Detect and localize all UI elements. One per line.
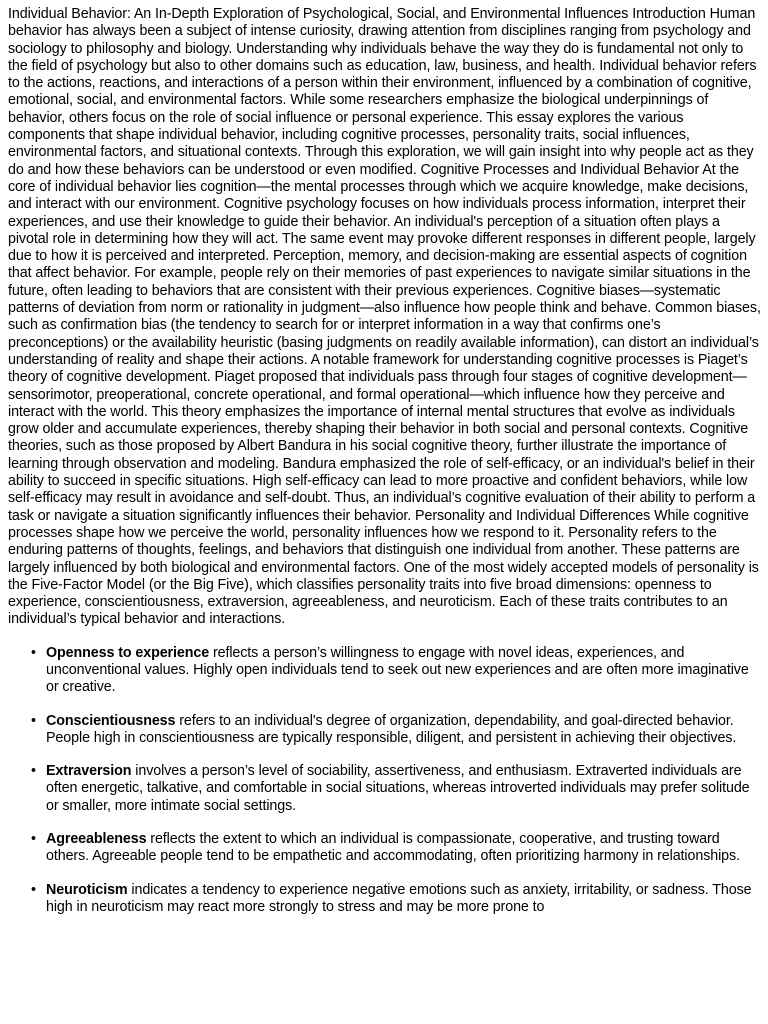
trait-name: Agreeableness (46, 831, 147, 848)
bullet-icon: • (31, 831, 36, 848)
bullet-icon: • (31, 644, 36, 661)
trait-name: Neuroticism (46, 881, 128, 898)
trait-description: indicates a tendency to experience negative emotions such as anxiety, irritability, or sadness. Those high in neuroticism may react more strongly to stress and may be more prone to (46, 881, 752, 915)
bullet-icon: • (31, 881, 36, 898)
list-item-conscientiousness (31, 712, 762, 748)
trait-name: Conscientiousness (46, 712, 176, 729)
trait-description: involves a person’s level of sociability, assertiveness, and enthusiasm. Extraverted individuals are often energetic, talkative, and comfortable in social situations, whereas introverted individuals may prefer solitude or smaller, more intimate social settings. (46, 763, 750, 814)
essay-paragraph: Individual Behavior: An In-Depth Exploration of Psychological, Social, and Environmental Influences Introduction Human behavior has always been a subject of intense curiosity, drawing attention from disciplines ranging from psychology and sociology to philosophy and biology. Understanding why individuals behave the way they do is fundamental not only to the field of psychology but also to other domains such as education, law, business, and health. Individual behavior refers to the actions, reactions, and interactions of a person within their environment, influenced by a combination of cognitive, emotional, social, and environmental factors. While some researchers emphasize the biological underpinnings of behavior, others focus on the role of social influence or personal experience. This essay explores the various components that shape individual behavior, including cognitive processes, personality traits, social influences, environmental factors, and situational contexts. Through this exploration, we will gain insight into why people act as they do and how these behaviors can be understood or even modified. Cognitive Processes and Individual Behavior At the core of individual behavior lies cognition—the mental processes through which we acquire knowledge, make decisions, and interact with our environment. Cognitive psychology focuses on how individuals process information, interpret their experiences, and use their knowledge to guide their behavior. An individual's perception of a situation often plays a pivotal role in determining how they will act. The same event may provoke different responses in different people, largely due to how it is perceived and interpreted. Perception, memory, and decision-making are essential aspects of cognition that affect behavior. For example, people rely on their memories of past experiences to navigate similar situations in the future, often leading to behaviors that are consistent with their previous experiences. Cognitive biases—systematic patterns of deviation from norm or rationality in judgment—also influence how people think and behave. Common biases, such as confirmation bias (the tendency to search for or interpret information in a way that confirms one’s preconceptions) or the availability heuristic (basing judgments on readily available information), can distort an individual’s understanding of reality and shape their actions. A notable framework for understanding cognitive processes is Piaget’s theory of cognitive development. Piaget proposed that individuals pass through four stages of cognitive development—sensorimotor, preoperational, concrete operational, and formal operational—which influence how they perceive and interact with the world. This theory emphasizes the importance of internal mental structures that evolve as individuals grow older and accumulate experiences, thereby shaping their behavior in both social and personal contexts. Cognitive theories, such as those proposed by Albert Bandura in his social cognitive theory, further illustrate the importance of learning through observation and modeling. Bandura emphasized the role of self-efficacy, or an individual's belief in their ability to succeed in specific situations. High self-efficacy can lead to more proactive and confident behaviors, while low self-efficacy may result in avoidance and self-doubt. Thus, an individual’s cognitive evaluation of their ability to perform a task or navigate a situation significantly influences their behavior. Personality and Individual Differences While cognitive processes shape how we perceive the world, personality influences how we respond to it. Personality refers to the enduring patterns of thoughts, feelings, and behaviors that distinguish one individual from another. These patterns are largely influenced by both biological and environmental factors. One of the most widely accepted models of personality is the Five-Factor Model (or the Big Five), which classifies personality traits into five broad dimensions: openness to experience, conscientiousness, extraversion, agreeableness, and neuroticism. Each of these traits contributes to an individual’s typical behavior and interactions. (8, 6, 761, 628)
bullet-icon: • (31, 712, 36, 729)
list-item-extraversion (31, 763, 762, 815)
trait-description: reflects the extent to which an individual is compassionate, cooperative, and trusting toward others. Agreeable people tend to be empathetic and accommodating, often prioritizing harmony in relationships. (46, 831, 740, 865)
trait-description: refers to an individual's degree of organization, dependability, and goal-directed behavior. People high in conscientiousness are typically responsible, diligent, and persistent in achieving their objectives. (46, 712, 737, 746)
trait-description: reflects a person’s willingness to engage with novel ideas, experiences, and unconventional values. Highly open individuals tend to seek out new experiences and are often more imaginative or creative. (46, 644, 749, 696)
list-item-openness (31, 644, 762, 697)
list-item-neuroticism (31, 881, 762, 917)
trait-name: Extraversion (46, 763, 132, 780)
bullet-icon: • (31, 763, 36, 780)
personality-traits-list (8, 645, 762, 917)
list-item-agreeableness (31, 831, 762, 866)
trait-name: Openness to experience (46, 644, 210, 661)
